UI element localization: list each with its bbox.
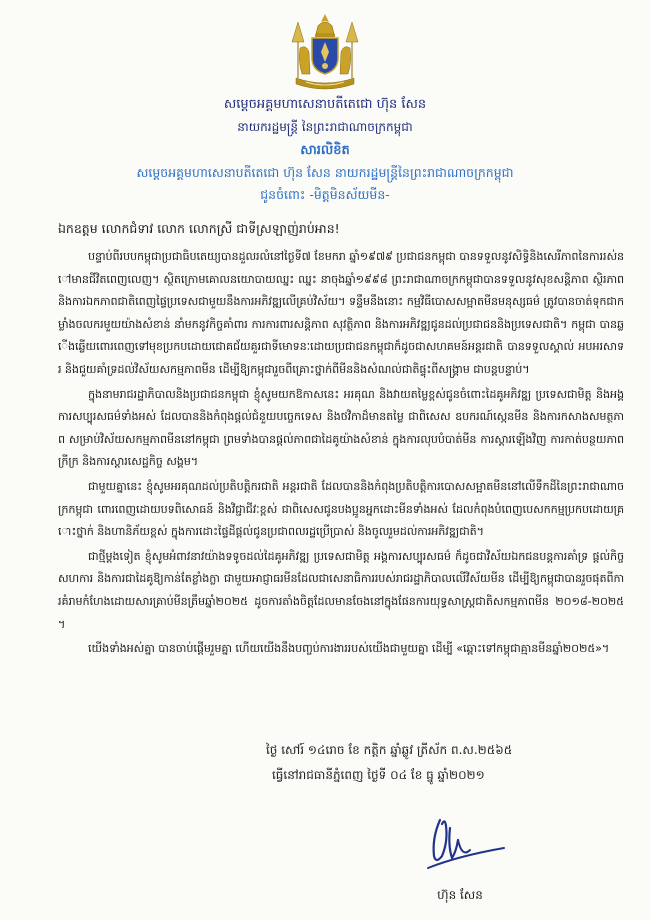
paragraph: បន្ទាប់ពីរបបកម្ពុជាប្រជាធិបតេយ្យបានដួលរលំនៅថ្ងៃទី៧ ខែមករា ឆ្នាំ១៩៧៩ ប្រជាជនកម្ពុជា បានទទួលនូវសិទ្ធិនិងសេរីភាពនៃការរស់នៅមានជីវិតពេញលេញ។ ស្ថិតក្រោមគោលនយោបាយឈ្នះ ឈ្នះ នាចុងឆ្នាំ១៩៩៨ ព្រះរាជាណាចក្រកម្ពុជាបានទទួលនូវសុខសន្តិភាព ស្ថិរភាព និងការឯកភាពជាតិពេញផ្ទៃប្រទេសជាមួយនឹងការអភិវឌ្ឍលើគ្រប់វិស័យ។ ទន្ទឹមនឹងនោះ កម្មវិធីបោសសម្អាតមីនមនុស្សធម៌ ត្រូវបានចាត់ទុកជាកម្លាំងចលករមួយយ៉ាងសំខាន់ នាំមកនូវកិច្ចគាំពារ ការការពារសន្តិភាព សុវត្ថិភាព និងការអភិវឌ្ឍជូនដល់ប្រជាជននិងប្រទេសជាតិ។ កម្ពុជា បានឆ្លើងឆ្លើយពោរពេញទៅមុខប្រកបដោយជោគជ័យគួរជាទីមោទនៈដោយប្រជាជនកម្ពុជាក៏ដូចជាសហគមន៍អន្តរជាតិ បានទទួលស្គាល់ អបអរសាទរ និងជួយគាំទ្រដល់វិស័យសកម្មភាពមីន ដើម្បីឱ្យកម្ពុជារួចពីគ្រោះថ្នាក់ពីមីននិងសំណល់ជាតិផ្ទុះពីសង្គ្រាម ជាបន្តបន្ទាប់។ bbox=[58, 250, 624, 376]
subtitle-line-1: សម្តេចអគ្គមហាសេនាបតីតេជោ ហ៊ុន សែន នាយករដ្ឋមន្ត្រីនៃព្រះរាជាណាចក្រកម្ពុជា bbox=[136, 165, 514, 180]
handwritten-signature-icon bbox=[418, 812, 508, 872]
lunar-date: ថ្ងៃ សៅរ៍ ១៤រោច ខែ កត្តិក ឆ្នាំឆ្លូវ ត្រីស័ក ព.ស.២៥៦៥ bbox=[266, 743, 513, 757]
paragraph: យើងទាំងអស់គ្នា បានចាប់ផ្តើមរួមគ្នា ហើយយើងនឹងបញ្ចប់ការងាររបស់យើងជាមួយគ្នា ដើម្បី «ឆ្ពោះទៅកម្ពុជាគ្មានមីនឆ្នាំ២០២៥»។ bbox=[88, 642, 610, 656]
letter-body bbox=[58, 246, 624, 663]
document-title: សារលិខិត bbox=[300, 143, 350, 158]
paragraph: ជាថ្មីម្តងទៀត ខ្ញុំសូមអំពាវនាវយ៉ាងទទូចដល់ដៃគូអភិវឌ្ឍ ប្រទេសជាមិត្ត អង្គការសប្បុរសធម៌ ក៏ដូចជាវិស័យឯកជនបន្តការគាំទ្រ ផ្តល់កិច្ចសហការ និងការជាដៃគូឱ្យកាន់តែខ្លាំងក្លា ជាមួយអាជ្ញាធរមីនដែលជាសេនាធិការរបស់រាជរដ្ឋាភិបាលលើវិស័យមីន ដើម្បីឱ្យកម្ពុជាបានរួចផុតពីការគំរាមកំហែងដោយសារគ្រាប់មីនត្រឹមឆ្នាំ២០២៥ ដូចការតាំងចិត្តដែលមានចែងនៅក្នុងផែនការយុទ្ធសាស្ត្រជាតិសកម្មភាពមីន ២០១៨-២០២៥។ bbox=[58, 549, 624, 631]
royal-coat-of-arms-icon bbox=[282, 12, 368, 94]
paragraph: ក្នុងនាមរាជរដ្ឋាភិបាលនិងប្រជាជនកម្ពុជា ខ្ញុំសូមយកឱកាសនេះ អរគុណ និងវាយតម្លៃខ្ពស់ជូនចំពោះដៃគូអភិវឌ្ឍ ប្រទេសជាមិត្ត និងអង្គការសប្បុរសធម៌ទាំងអស់ ដែលបាននិងកំពុងផ្តល់ជំនួយបច្ចេកទេស និងថវិកាដ៏មានតម្លៃ ជាពិសេស ឧបករណ៍ស្កេនមីន និងការកសាងសមត្ថភាព សម្រាប់វិស័យសកម្មភាពមីននៅកម្ពុជា ព្រមទាំងបានផ្តល់ភាពជាដៃគូយ៉ាងសំខាន់ ក្នុងការលុបបំបាត់មីន ការស្តារឡើងវិញ ការកាត់បន្ថយភាពក្រីក្រ និងការស្តារសេដ្ឋកិច្ច សង្គម។ bbox=[58, 387, 624, 469]
solar-date-place: ធ្វើនៅរាជធានីភ្នំពេញ ថ្ងៃទី ០៤ ខែ ធ្នូ ឆ្នាំ២០២១ bbox=[272, 768, 485, 782]
sender-name-line: សម្តេចអគ្គមហាសេនាបតីតេជោ ហ៊ុន សែន bbox=[223, 97, 427, 112]
salutation: ឯកឧត្តម លោកជំទាវ លោក លោកស្រី ជាទីស្រឡាញ់រាប់អាន! bbox=[58, 221, 340, 236]
signer-name: ហ៊ុន សែន bbox=[437, 888, 483, 902]
paragraph: ជាមួយគ្នានេះ ខ្ញុំសូមអរគុណដល់ប្រតិបត្តិករជាតិ អន្តរជាតិ ដែលបាននិងកំពុងប្រតិបត្តិការបោសសម្អាតមីននៅលើទឹកដីនៃព្រះរាជាណាចក្រកម្ពុជា ពោរពេញដោយបទពិសោធន៍ និងវិជ្ជាជីវៈខ្ពស់ ជាពិសេសជូនបងប្អូនអ្នកដោះមីនទាំងអស់ ដែលកំពុងបំពេញបេសកកម្មប្រកបដោយគ្រោះថ្នាក់ និងហានិភ័យខ្ពស់ ក្នុងការដោះផ្ទៃដីផ្តល់ជូនប្រជាពលរដ្ឋប្រើប្រាស់ និងចូលរួមដល់ការអភិវឌ្ឍជាតិ។ bbox=[58, 479, 624, 539]
sender-position-line: នាយករដ្ឋមន្ត្រី នៃព្រះរាជាណាចក្រកម្ពុជា bbox=[237, 120, 413, 134]
subtitle-line-2: ជូនចំពោះ -មិត្តមិនស័យមីន- bbox=[260, 187, 390, 202]
